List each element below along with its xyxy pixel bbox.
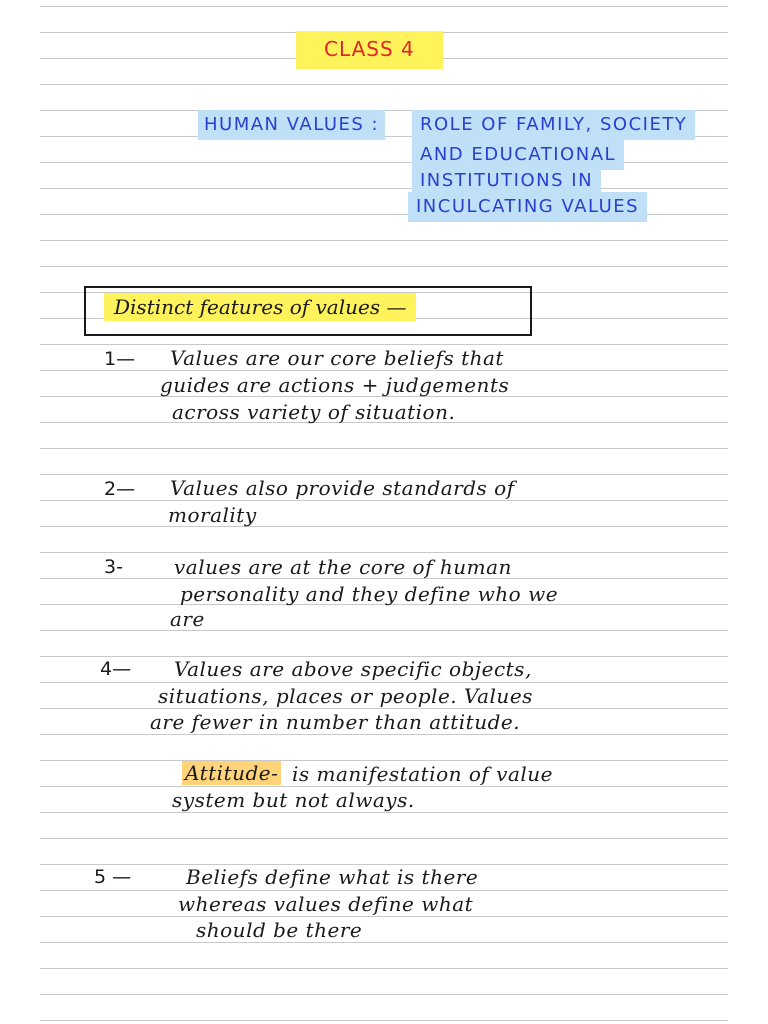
item-4-line-3: are fewer in number than attitude. <box>150 710 521 734</box>
item-3-line-3: are <box>170 607 205 631</box>
item-1-number: 1— <box>104 348 136 370</box>
attitude-note-line-1: is manifestation of value <box>292 762 553 786</box>
item-1-line-2: guides are actions + judgements <box>160 373 510 397</box>
attitude-term: Attitude- <box>182 761 281 785</box>
item-5-line-1: Beliefs define what is there <box>186 865 479 889</box>
topic-line-1: ROLE OF FAMILY, SOCIETY <box>412 110 695 140</box>
item-3-line-2: personality and they define who we <box>180 582 559 606</box>
class-title: CLASS 4 <box>296 31 443 69</box>
item-5-line-3: should be there <box>196 918 363 942</box>
item-2-line-1: Values also provide standards of <box>170 476 515 500</box>
item-5-number: 5 — <box>94 866 132 888</box>
item-5-line-2: whereas values define what <box>178 892 474 916</box>
item-1-line-1: Values are our core beliefs that <box>170 346 504 370</box>
item-3-number: 3- <box>104 556 123 578</box>
item-2-number: 2— <box>104 478 136 500</box>
topic-line-2: AND EDUCATIONAL <box>412 140 624 170</box>
item-2-line-2: morality <box>168 503 257 527</box>
item-3-line-1: values are at the core of human <box>174 555 512 579</box>
item-4-number: 4— <box>100 658 132 680</box>
topic-line-3: INSTITUTIONS IN <box>412 166 601 196</box>
item-1-line-3: across variety of situation. <box>172 400 456 424</box>
item-4-line-2: situations, places or people. Values <box>158 684 533 708</box>
topic-label: HUMAN VALUES : <box>198 110 385 140</box>
topic-line-4: INCULCATING VALUES <box>408 192 647 222</box>
features-heading: Distinct features of values — <box>104 293 416 321</box>
item-4-line-1: Values are above specific objects, <box>174 657 532 681</box>
attitude-note-line-2: system but not always. <box>172 788 415 812</box>
